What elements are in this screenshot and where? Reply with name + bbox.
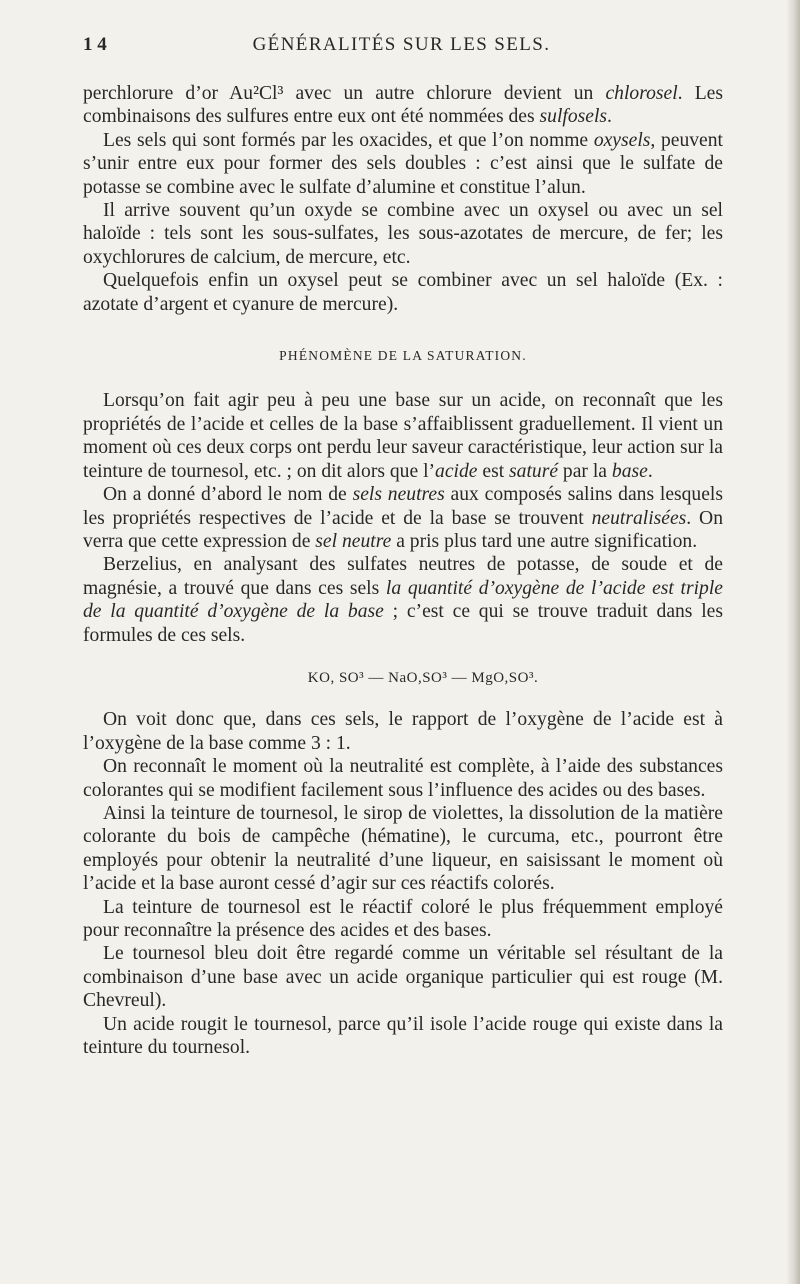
paragraph: On reconnaît le moment où la neutralité est complète, à l’aide des substances colorantes qui se modifient facilement sous l’influence des acides ou des bases. [83, 756, 723, 801]
page-title: GÉNÉRALITÉS SUR LES SELS. [252, 34, 551, 55]
paragraph: Lorsqu’on fait agir peu à peu une base sur un acide, on reconnaît que les propriétés de l’acide et celles de la base s’affaiblissent graduellement. Il vient un moment où ces deux corps ont perdu leur saveur caractéristique, leur action sur la teinture de tournesol, etc. ; on dit alors que l’acide est saturé par la base. [83, 390, 723, 482]
paragraph: perchlorure d’or Au²Cl³ avec un autre chlorure devient un chlorosel. Les combinaisons des sulfures entre eux ont été nommées des sulfosels. [83, 83, 723, 128]
paragraph: On voit donc que, dans ces sels, le rapport de l’oxygène de l’acide est à l’oxygène de la base comme 3 : 1. [83, 709, 723, 754]
paragraph: Un acide rougit le tournesol, parce qu’il isole l’acide rouge qui existe dans la teinture du tournesol. [83, 1013, 723, 1059]
paragraph: Quelquefois enfin un oxysel peut se combiner avec un sel haloïde (Ex. : azotate d’argent et cyanure de mercure). [83, 270, 723, 315]
page-body [83, 82, 723, 1059]
paragraph: On a donné d’abord le nom de sels neutres aux composés salins dans lesquels les propriétés respectives de l’acide et de la base se trouvent neutralisées. On verra que cette expression de sel neutre a pris plus tard une autre signification. [83, 484, 724, 552]
page-number: 1 4 [83, 34, 107, 55]
paragraph: La teinture de tournesol est le réactif coloré le plus fréquemment employé pour reconnaître la présence des acides et des bases. [83, 896, 723, 941]
paragraph: Berzelius, en analysant des sulfates neutres de potasse, de soude et de magnésie, a trouvé que dans ces sels la quantité d’oxygène de l’acide est triple de la quantité d’oxygène de la base ; c’est ce qui se trouve traduit dans les formules de ces sels. [83, 554, 723, 646]
paragraph: Les sels qui sont formés par les oxacides, et que l’on nomme oxysels, peuvent s’unir entre eux pour former des sels doubles : c’est ainsi que le sulfate de potasse se combine avec le sulfate d’alumine et constitue l’alun. [83, 129, 723, 198]
section-title: PHÉNOMÈNE DE LA SATURATION. [279, 348, 527, 364]
running-header [83, 34, 720, 60]
chemical-formula: KO, SO³ — NaO,SO³ — MgO,SO³. [307, 669, 539, 686]
page-edge-shadow [786, 0, 800, 1284]
paragraph: Ainsi la teinture de tournesol, le sirop de violettes, la dissolution de la matière colorante du bois de campêche (hématine), le curcuma, etc., pourront être employés pour obtenir la neutralité d’une liqueur, en saisissant le moment où l’acide et la base auront cessé d’agir sur ces réactifs colorés. [83, 802, 723, 895]
paragraph: Le tournesol bleu doit être regardé comme un véritable sel résultant de la combinaison d’une base avec un acide organique particulier qui est rouge (M. Chevreul). [83, 943, 723, 1012]
paragraph: Il arrive souvent qu’un oxyde se combine avec un oxysel ou avec un sel haloïde : tels sont les sous-sulfates, les sous-azotates de mercure, de fer; les oxychlorures de calcium, de mercure, etc. [83, 200, 723, 268]
